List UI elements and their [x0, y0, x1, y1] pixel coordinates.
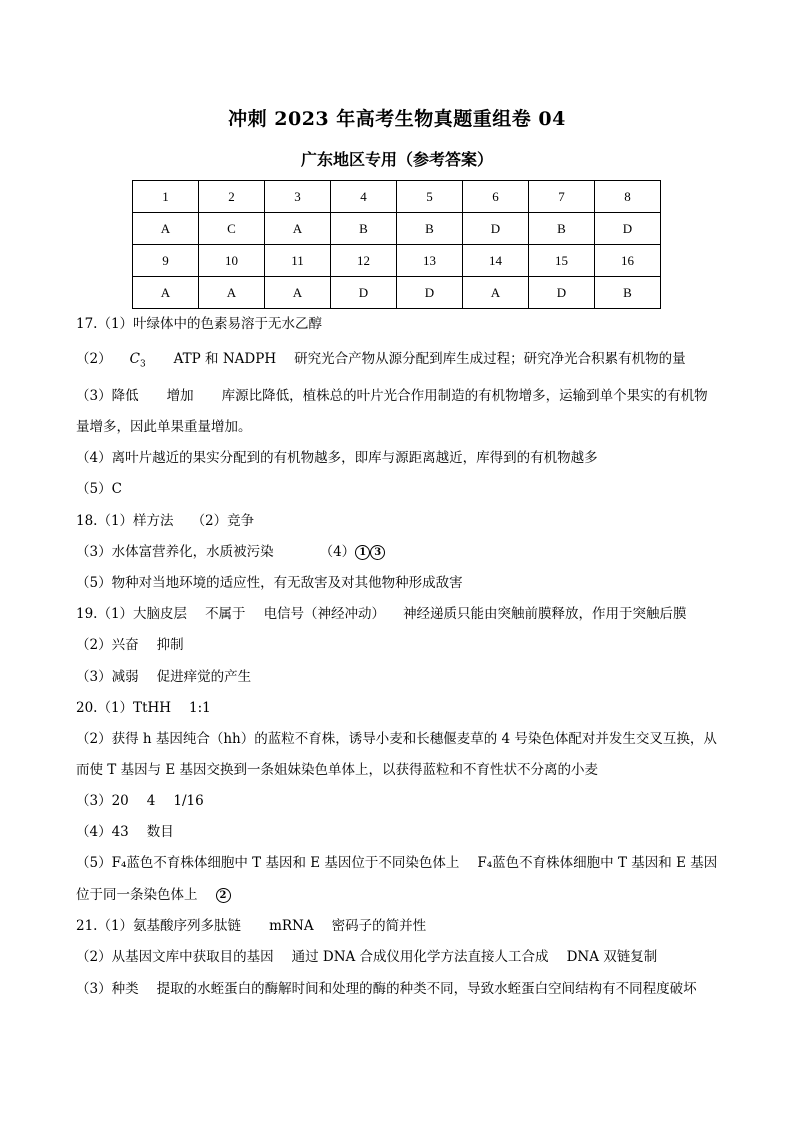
q17-2-sub: 3 — [139, 359, 146, 370]
table-cell: 4 — [331, 181, 397, 213]
q20-line-7 — [76, 886, 231, 904]
circled-1-icon: 1 — [355, 545, 370, 560]
table-cell: D — [463, 213, 529, 245]
q20-line-1 — [76, 699, 211, 717]
table-cell: B — [595, 277, 661, 309]
q17-2-c: C — [129, 351, 140, 367]
q20-line-5 — [76, 823, 174, 841]
q20-line-6 — [76, 854, 717, 872]
q20-1a: 20.（1）TtHH — [76, 700, 172, 716]
q19-1d: 神经递质只能由突触前膜释放，作用于突触后膜 — [403, 606, 687, 622]
q21-line-1 — [76, 917, 426, 935]
q17-line-4: 量增多，因此单果重量增加。 — [76, 419, 252, 435]
q17-2-prefix: （2） — [76, 351, 112, 367]
q19-1a: 19.（1）大脑皮层 — [76, 606, 188, 622]
q17-2-b: 研究光合产物从源分配到库生成过程；研究净光合积累有机物的量 — [294, 351, 686, 367]
q19-line-2 — [76, 636, 184, 654]
q20-line-3: 而使 T 基因与 E 基因交换到一条姐妹染色单体上，以获得蓝粒和不育性状不分离的小麦 — [76, 762, 599, 778]
circled-3-icon: 3 — [370, 545, 385, 560]
table-cell: D — [331, 277, 397, 309]
page-subtitle: 广东地区专用（参考答案） — [300, 150, 493, 169]
table-row — [133, 181, 661, 213]
table-cell: 15 — [529, 245, 595, 277]
q18-line-1 — [76, 512, 254, 530]
q17-line-2 — [76, 350, 686, 374]
q21-line-2 — [76, 948, 657, 966]
q19-1b: 不属于 — [205, 606, 246, 622]
table-cell: B — [529, 213, 595, 245]
page-title: 冲刺 2023 年高考生物真题重组卷 04 — [228, 108, 566, 130]
q20-5a: （4）43 — [76, 824, 129, 840]
q17-line-5: （4）离叶片越近的果实分配到的有机物越多，即库与源距离越近，库得到的有机物越多 — [76, 450, 598, 466]
table-cell: 5 — [397, 181, 463, 213]
q20-5b: 数目 — [146, 824, 174, 840]
table-cell: D — [397, 277, 463, 309]
table-cell: 10 — [199, 245, 265, 277]
q21-1b: mRNA — [269, 918, 314, 934]
table-row — [133, 213, 661, 245]
q19-1c: 电信号（神经冲动） — [263, 606, 386, 622]
table-cell: 1 — [133, 181, 199, 213]
q20-4c: 1/16 — [173, 793, 204, 809]
q19-line-1 — [76, 605, 687, 623]
q21-3a: （3）种类 — [76, 981, 139, 997]
q19-3a: （3）减弱 — [76, 669, 139, 685]
table-cell: 12 — [331, 245, 397, 277]
table-cell: A — [265, 213, 331, 245]
q21-1c: 密码子的简并性 — [331, 918, 427, 934]
table-cell: 9 — [133, 245, 199, 277]
table-cell: 11 — [265, 245, 331, 277]
q20-1b: 1:1 — [189, 700, 211, 716]
q20-4b: 4 — [146, 793, 156, 809]
q21-line-3 — [76, 980, 697, 998]
q19-line-3 — [76, 668, 251, 686]
q20-4a: （3）20 — [76, 793, 129, 809]
table-cell: A — [133, 277, 199, 309]
q17-line-6: （5）C — [76, 481, 122, 497]
q18-1a: 18.（1）样方法 — [76, 513, 174, 529]
table-cell: 14 — [463, 245, 529, 277]
q18-2b: （4） — [319, 544, 356, 560]
q18-2a: （3）水体富营养化，水质被污染 — [76, 544, 274, 560]
table-cell: B — [397, 213, 463, 245]
q17-3-a: 增加 — [166, 388, 194, 404]
q20-6a: （5）F₄蓝色不育株体细胞中 T 基因和 E 基因位于不同染色体上 — [76, 855, 460, 871]
table-cell: A — [463, 277, 529, 309]
q18-1b: （2）竞争 — [191, 513, 255, 529]
table-cell: 16 — [595, 245, 661, 277]
circled-2-icon: 2 — [216, 888, 231, 903]
q19-2b: 抑制 — [156, 637, 184, 653]
table-cell: 2 — [199, 181, 265, 213]
table-cell: 6 — [463, 181, 529, 213]
q17-3-prefix: （3）降低 — [76, 388, 139, 404]
q17-3-b: 库源比降低，植株总的叶片光合作用制造的有机物增多，运输到单个果实的有机物 — [221, 388, 708, 404]
table-cell: 13 — [397, 245, 463, 277]
q18-line-3: （5）物种对当地环境的适应性，有无敌害及对其他物种形成敌害 — [76, 575, 463, 591]
answer-table — [132, 180, 661, 309]
q21-2b: 通过 DNA 合成仪用化学方法直接人工合成 — [291, 949, 549, 965]
table-cell: A — [265, 277, 331, 309]
table-cell: D — [529, 277, 595, 309]
q21-2c: DNA 双链复制 — [566, 949, 658, 965]
q17-line-1: 17.（1）叶绿体中的色素易溶于无水乙醇 — [76, 316, 323, 332]
q21-3b: 提取的水蛭蛋白的酶解时间和处理的酶的种类不同，导致水蛭蛋白空间结构有不同程度破坏 — [156, 981, 697, 997]
table-cell: C — [199, 213, 265, 245]
table-cell: A — [199, 277, 265, 309]
q20-6b: F₄蓝色不育株体细胞中 T 基因和 E 基因 — [477, 855, 718, 871]
q21-2a: （2）从基因文库中获取目的基因 — [76, 949, 274, 965]
q17-line-3 — [76, 387, 708, 405]
table-cell: A — [133, 213, 199, 245]
q19-2a: （2）兴奋 — [76, 637, 139, 653]
table-row — [133, 277, 661, 309]
q18-line-2 — [76, 543, 385, 561]
table-cell: 8 — [595, 181, 661, 213]
q20-line-4 — [76, 792, 204, 810]
table-cell: D — [595, 213, 661, 245]
table-cell: 7 — [529, 181, 595, 213]
q19-3b: 促进痒觉的产生 — [156, 669, 252, 685]
table-cell: B — [331, 213, 397, 245]
q21-1a: 21.（1）氨基酸序列多肽链 — [76, 918, 242, 934]
q20-line-2: （2）获得 h 基因纯合（hh）的蓝粒不育株，诱导小麦和长穗偃麦草的 4 号染色体配对并发生交叉互换，从 — [76, 731, 717, 747]
q20-7: 位于同一条染色体上 — [76, 887, 198, 903]
q17-2-a: ATP 和 NADPH — [173, 351, 277, 367]
table-cell: 3 — [265, 181, 331, 213]
table-row — [133, 245, 661, 277]
